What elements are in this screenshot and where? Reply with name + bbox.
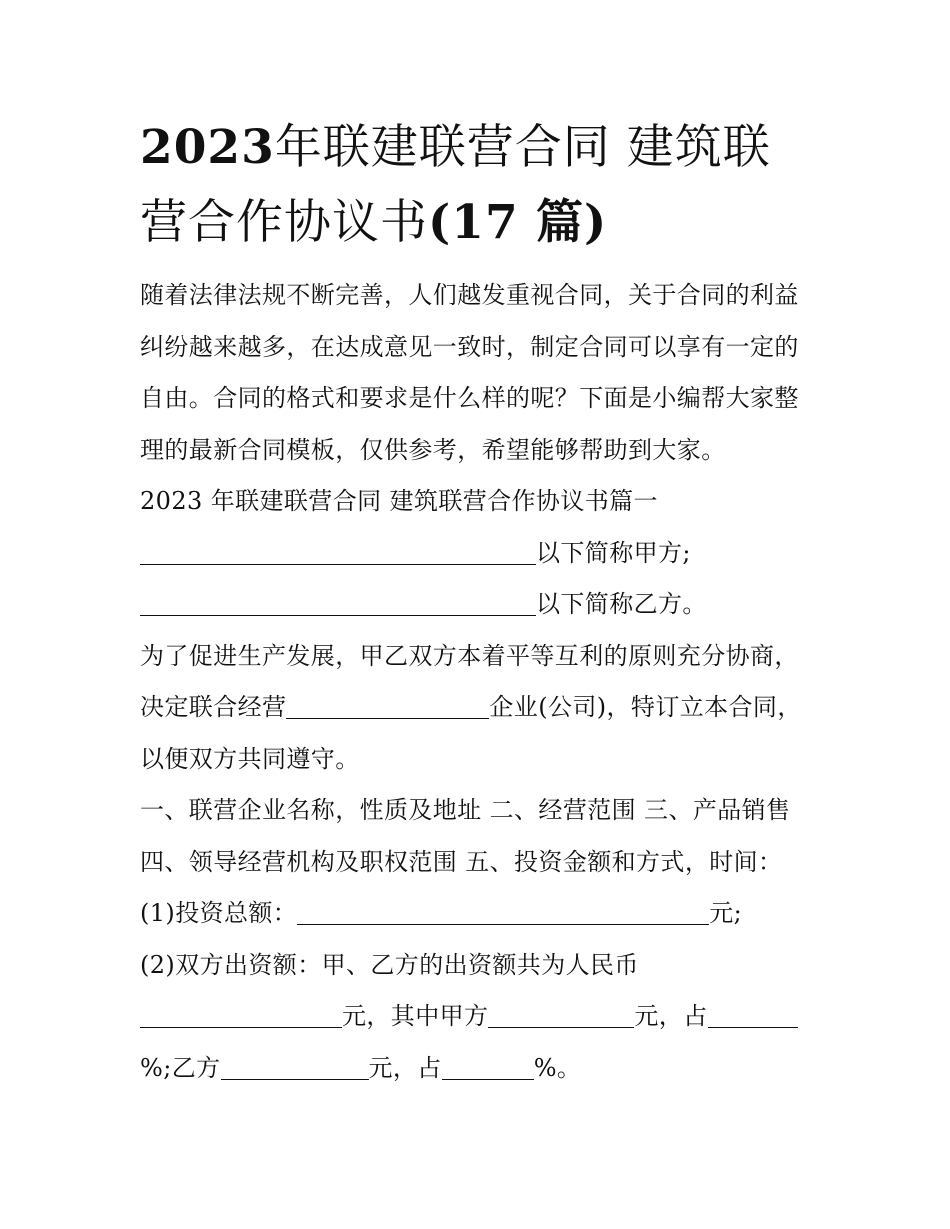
title-line-2 [140, 185, 820, 260]
intro-line-3: 自由。合同的格式和要求是什么样的呢？下面是小编帮大家整 [140, 384, 799, 412]
title-line-1-text: 年联建联营合同 建筑联 [274, 120, 771, 175]
intro-line-2: 纠纷越来越多，在达成意见一致时，制定合同可以享有一定的 [140, 332, 799, 361]
percent-end: %。 [533, 1053, 582, 1082]
section-title: 2023 年联建联营合同 建筑联营合作协议书篇一 [140, 487, 658, 515]
party-b-line [140, 579, 820, 631]
contribution-line-1: (2)双方出资额：甲、乙方的出资额共为人民币 [140, 950, 639, 979]
purpose-suffix: 企业(公司)，特订立本合同， [489, 693, 802, 721]
party-a-blank [140, 538, 536, 565]
investment-total-line [140, 888, 820, 940]
purpose-prefix: 决定联合经营 [140, 693, 287, 721]
purpose-line-3: 以便双方共同遵守。 [140, 744, 360, 773]
party-a-percent-blank [708, 1001, 798, 1028]
title-count: (17 篇) [428, 195, 608, 250]
party-b-amount-label: %;乙方 [140, 1053, 221, 1082]
document-body [140, 270, 820, 1094]
title-line-2-text: 营合作协议书 [140, 195, 428, 250]
purpose-line-2 [140, 682, 820, 734]
investment-total-label: (1)投资总额： [140, 899, 298, 927]
party-b-label: 以下简称乙方。 [536, 590, 707, 618]
title-year: 2023 [140, 120, 275, 175]
document-title [140, 110, 820, 260]
purpose-line-1: 为了促进生产发展，甲乙双方本着平等互利的原则充分协商， [140, 641, 799, 670]
party-a-label: 以下简称甲方; [536, 538, 691, 567]
intro-line-1: 随着法律法规不断完善，人们越发重视合同，关于合同的利益 [140, 281, 799, 309]
clauses-line-1: 一、联营企业名称，性质及地址 二、经营范围 三、产品销售 [140, 796, 791, 824]
party-b-share-label: 元，占 [368, 1053, 442, 1082]
contribution-line-2 [140, 991, 820, 1043]
intro-line-4: 理的最新合同模板，仅供参考，希望能够帮助到大家。 [140, 435, 726, 464]
party-a-amount-label: 元，其中甲方 [342, 1002, 489, 1030]
title-line-1 [140, 110, 820, 185]
document-page [140, 110, 820, 1094]
total-amount-blank [140, 1001, 342, 1028]
party-a-share-label: 元，占 [634, 1002, 708, 1030]
party-a-line [140, 528, 820, 580]
party-b-blank [140, 589, 536, 616]
party-b-amount-blank [221, 1053, 369, 1080]
enterprise-name-blank [286, 692, 489, 719]
party-a-amount-blank [488, 1001, 634, 1028]
investment-total-unit: 元; [709, 899, 743, 927]
investment-total-blank [297, 898, 709, 925]
clauses-line-2: 四、领导经营机构及职权范围 五、投资金额和方式，时间： [140, 847, 783, 876]
party-b-percent-blank [442, 1053, 534, 1080]
contribution-line-3 [140, 1043, 820, 1095]
